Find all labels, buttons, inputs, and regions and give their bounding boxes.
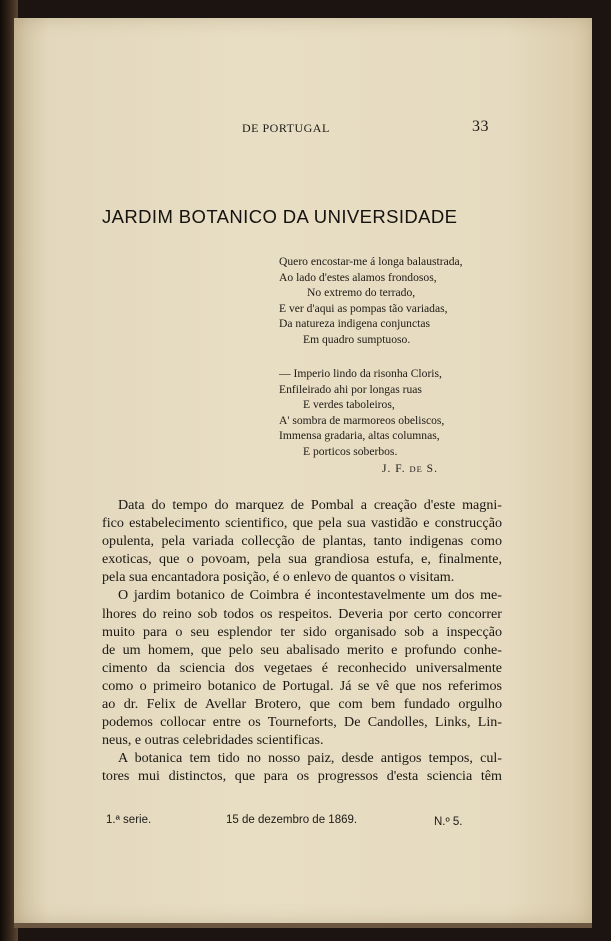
body-line: opulenta, pela variada collecção de plantas, tanto indigenas como: [102, 533, 502, 550]
book-page: [14, 18, 592, 923]
page-number: 33: [472, 118, 489, 135]
poem-line: Da natureza indigena conjunctas: [279, 317, 430, 330]
body-line: cimento da sciencia dos vegetaes é reconhecido universalmente: [102, 659, 502, 676]
body-line: pela sua encantadora posição, é o enlevo de quantos o visitam.: [102, 569, 455, 586]
epigraph-signature: [382, 463, 438, 475]
poem-line: Ao lado d'estes alamos frondosos,: [279, 270, 437, 284]
page-footer: [14, 814, 592, 834]
footer-number: N.º 5.: [434, 816, 463, 828]
poem-line: E porticos soberbos.: [303, 444, 398, 458]
running-head: [14, 118, 592, 138]
poem-line: A' sombra de marmoreos obeliscos,: [279, 413, 445, 427]
body-line: de um homem, que pelo seu abalisado merito e profundo conhe-: [102, 641, 502, 658]
signature-end: S.: [426, 463, 438, 475]
body-line: ao dr. Felix de Avellar Brotero, que com bem fundado orgulho: [102, 696, 502, 713]
body-line: exoticas, que o povoam, pela sua grandiosa estufa, e, finalmente,: [102, 551, 502, 568]
body-line: como o primeiro botanico de Portugal. Já se vê que nos referimos: [102, 677, 502, 694]
poem-line: E ver d'aqui as pompas tão variadas,: [279, 301, 448, 315]
epigraph-stanza-1: [279, 254, 489, 347]
signature-initials: J. F.: [382, 463, 406, 475]
body-line: lhores do reino sob todos os respeitos. Deveria por certo concorrer: [102, 605, 502, 622]
body-line: muito para o seu esplendor ter sido organisado sob a inspecção: [102, 623, 502, 640]
epigraph-stanza-2: [279, 366, 489, 459]
article-title: JARDIM BOTANICO DA UNIVERSIDADE: [102, 206, 458, 227]
poem-line: — Imperio lindo da risonha Cloris,: [279, 367, 442, 380]
body-line: neus, e outras celebridades scientificas.: [102, 732, 324, 749]
body-line: fico estabelecimento scientifico, que pela sua vastidão e construcção: [102, 515, 502, 532]
signature-de: DE: [409, 464, 423, 474]
poem-line: Quero encostar-me á longa balaustrada,: [279, 255, 463, 268]
poem-line: Enfileirado ahi por longas ruas: [279, 382, 422, 396]
running-title: DE PORTUGAL: [242, 121, 330, 135]
body-text: [102, 496, 502, 786]
body-line: podemos collocar entre os Tourneforts, De Candolles, Links, Lin-: [102, 714, 502, 731]
footer-series: 1.ª serie.: [106, 814, 152, 826]
poem-line: E verdes taboleiros,: [303, 398, 395, 411]
footer-date: 15 de dezembro de 1869.: [226, 814, 358, 826]
poem-line: No extremo do terrado,: [307, 286, 416, 299]
body-line: tores mui distinctos, que para os progressos d'esta sciencia têm: [102, 768, 502, 785]
body-line: A botanica tem tido no nosso paiz, desde antigos tempos, cul-: [118, 750, 502, 767]
poem-line: Immensa gradaria, altas columnas,: [279, 429, 440, 442]
body-line: Data do tempo do marquez de Pombal a creação d'este magni-: [118, 497, 502, 513]
body-line: O jardim botanico de Coimbra é incontestavelmente um dos me-: [118, 587, 502, 604]
poem-line: Em quadro sumptuoso.: [303, 332, 411, 346]
